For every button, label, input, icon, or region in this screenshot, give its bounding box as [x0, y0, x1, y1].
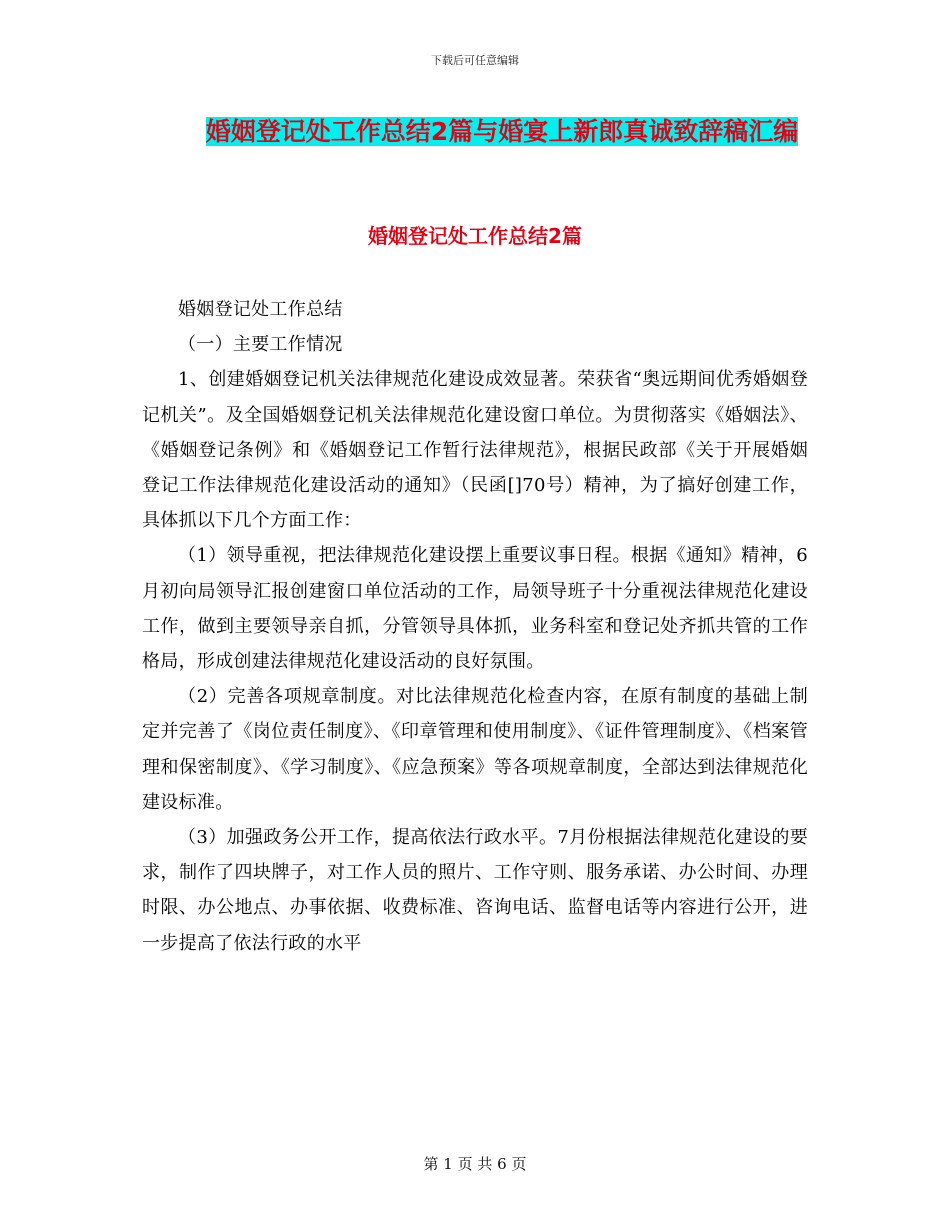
page-number-footer: 第 1 页 共 6 页 [423, 1155, 527, 1173]
body-paragraph: 婚姻登记处工作总结 [178, 299, 343, 320]
body-paragraph: 1、创建婚姻登记机关法律规范化建设成效显著。荣获省“奥远期间优秀婚姻登记机关”。及全国婚姻登记机关法律规范化建设窗口单位。为贯彻落实《婚姻法》、《婚姻登记条例》和《婚姻登记工作暂行法律规范》，根据民政部《关于开展婚姻登记工作法律规范化建设活动的通知》（民函[]70号）精神，为了搞好创建工作，具体抓以下几个方面工作： [142, 369, 808, 532]
section-title: 婚姻登记处工作总结2篇 [368, 224, 582, 248]
page-header-note: 下载后可任意编辑 [431, 54, 519, 67]
body-paragraph: （一）主要工作情况 [178, 334, 343, 356]
body-paragraph: （1）领导重视，把法律规范化建设摆上重要议事日程。根据《通知》精神，6月初向局领导汇报创建窗口单位活动的工作，局领导班子十分重视法律规范化建设工作，做到主要领导亲自抓，分管领导具体抓，业务科室和登记处齐抓共管的工作格局，形成创建法律规范化建设活动的良好氛围。 [142, 545, 808, 673]
body-paragraph: （2）完善各项规章制度。对比法律规范化检查内容，在原有制度的基础上制定并完善了《岗位责任制度》、《印章管理和使用制度》、《证件管理制度》、《档案管理和保密制度》、《学习制度》、《应急预案》等各项规章制度，全部达到法律规范化建设标准。 [142, 686, 808, 813]
document-body [142, 292, 808, 961]
document-title [192, 110, 812, 153]
document-title-highlight: 婚姻登记处工作总结2篇与婚宴上新郎真诚致辞稿汇编 [205, 117, 799, 146]
body-paragraph: （3）加强政务公开工作，提高依法行政水平。7月份根据法律规范化建设的要求，制作了四块牌子，对工作人员的照片、工作守则、服务承诺、办公时间、办理时限、办公地点、办事依据、收费标准、咨询电话、监督电话等内容进行公开，进一步提高了依法行政的水平 [142, 827, 808, 954]
